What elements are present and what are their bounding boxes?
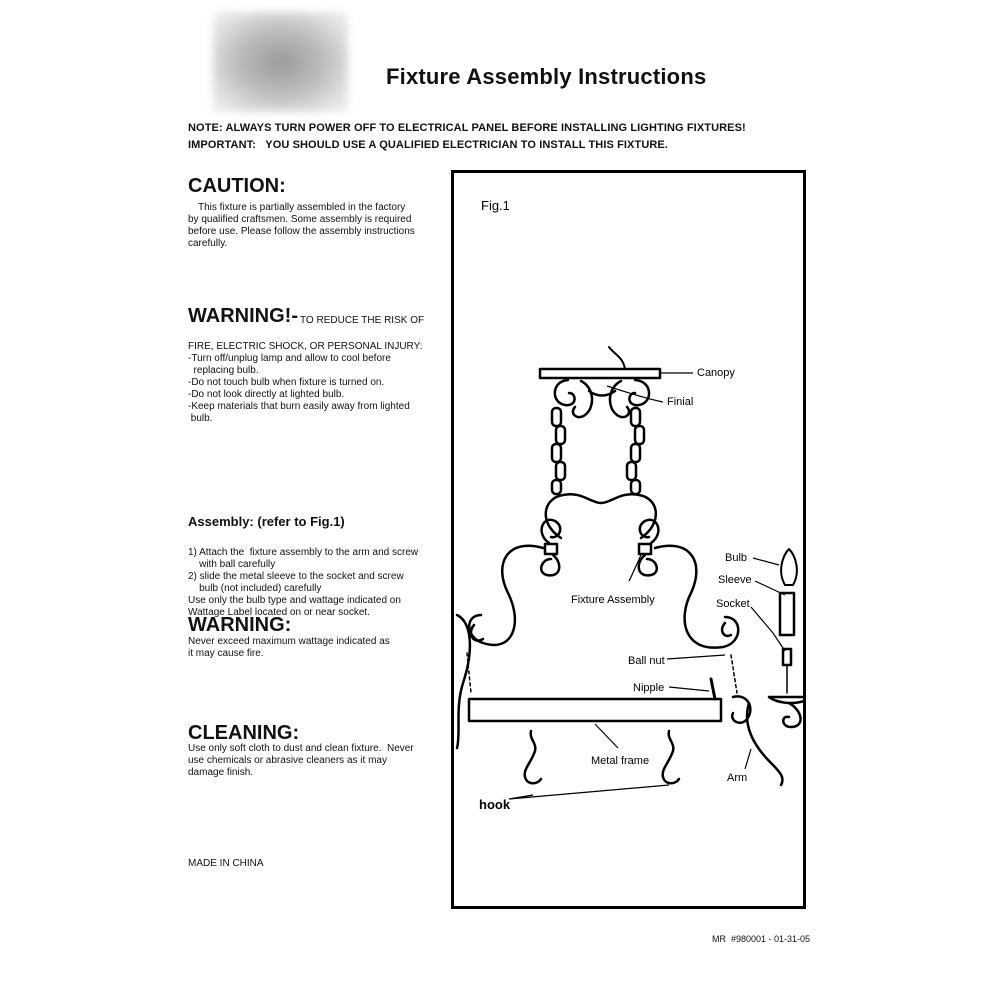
cleaning-heading: CLEANING:	[188, 722, 300, 744]
bulb-shape	[781, 549, 797, 585]
wattage-warning-line: it may cause fire.	[188, 648, 264, 659]
label-ball-nut: Ball nut	[628, 655, 665, 667]
warning-heading: WARNING!-	[188, 305, 298, 327]
document-code: MR #980001 - 01-31-05	[712, 934, 811, 944]
finial-center-right	[610, 381, 629, 417]
assembly-line: Wattage Label located on or near socket.	[188, 607, 370, 618]
sleeve-shape	[780, 593, 794, 635]
label-fixture-assembly: Fixture Assembly	[571, 594, 655, 606]
caution-line: carefully.	[188, 238, 228, 249]
warning-line: FIRE, ELECTRIC SHOCK, OR PERSONAL INJURY:	[188, 341, 423, 352]
warning-line: replacing bulb.	[188, 365, 259, 376]
chain-left	[552, 408, 565, 494]
assembly-line: 1) Attach the fixture assembly to the arm and screw	[188, 547, 419, 558]
label-sleeve: Sleeve	[718, 574, 752, 586]
chain-right	[627, 408, 644, 494]
cleaning-line: damage finish.	[188, 767, 254, 778]
label-socket: Socket	[716, 598, 750, 610]
arm-right-upper-curl	[783, 703, 800, 727]
body-curve-left	[469, 546, 543, 645]
page-title: Fixture Assembly Instructions	[386, 64, 707, 89]
warning-line: -Turn off/unplug lamp and allow to cool before	[188, 353, 391, 364]
warning-line: bulb.	[188, 413, 213, 424]
warning-text	[188, 329, 446, 425]
caution-line: This fixture is partially assembled in the factory	[198, 202, 406, 213]
assembly-line: Use only the bulb type and wattage indicated on	[188, 595, 401, 606]
nipple-rod	[711, 679, 715, 699]
power-off-note: NOTE: ALWAYS TURN POWER OFF TO ELECTRICAL PANEL BEFORE INSTALLING LIGHTING FIXTURES!	[188, 122, 746, 134]
connector-left	[545, 544, 557, 554]
arm-right-sweep	[747, 703, 782, 785]
nipple-dash-right	[731, 655, 737, 693]
assembly-line: with ball carefully	[188, 559, 276, 570]
wattage-warning-text	[188, 636, 428, 660]
socket-shape	[783, 649, 791, 665]
figure-frame	[451, 170, 806, 909]
canopy-wire	[609, 347, 625, 369]
finial-scroll-right	[629, 380, 649, 405]
label-bulb: Bulb	[725, 552, 748, 564]
assembly-line: 2) slide the metal sleeve to the socket and screw	[188, 571, 404, 582]
label-arm: Arm	[727, 772, 748, 784]
caution-line: before use. Please follow the assembly instructions	[188, 226, 415, 237]
warning-line: -Do not touch bulb when fixture is turned on.	[188, 377, 385, 388]
label-hook: hook	[479, 797, 511, 812]
wattage-warning-heading: WARNING:	[188, 614, 292, 636]
brand-logo-blurred	[213, 12, 348, 112]
hook-right	[663, 731, 679, 783]
caution-text	[188, 202, 428, 250]
cleaning-text	[188, 743, 438, 779]
curl-small-right	[722, 623, 731, 636]
leader-lines	[509, 373, 785, 799]
fixture-diagram	[454, 173, 806, 909]
canopy-plate	[540, 369, 660, 378]
curl-small-left	[471, 625, 483, 641]
hook-left	[525, 731, 541, 783]
caution-line: by qualified craftsmen. Some assembly is required	[188, 214, 412, 225]
label-finial: Finial	[667, 396, 694, 408]
assembly-heading: Assembly: (refer to Fig.1)	[188, 514, 345, 529]
cleaning-line: use chemicals or abrasive cleaners as it may	[188, 755, 387, 766]
arm-left-partial	[457, 615, 470, 748]
wattage-warning-line: Never exceed maximum wattage indicated as	[188, 636, 390, 647]
cleaning-line: Use only soft cloth to dust and clean fixture. Never	[188, 743, 414, 754]
label-metal-frame: Metal frame	[591, 755, 650, 767]
figure-label: Fig.1	[481, 198, 510, 213]
label-nipple: Nipple	[633, 682, 665, 694]
made-in-label: MADE IN CHINA	[188, 858, 264, 869]
finial-scroll-left	[555, 380, 575, 405]
electrician-note: IMPORTANT: YOU SHOULD USE A QUALIFIED ELECTRICIAN TO INSTALL THIS FIXTURE.	[188, 139, 668, 151]
caution-heading: CAUTION:	[188, 175, 286, 197]
warning-line: -Do not look directly at lighted bulb.	[188, 389, 345, 400]
assembly-line: bulb (not included) carefully	[188, 583, 322, 594]
warning-heading-suffix: TO REDUCE THE RISK OF	[300, 315, 425, 326]
metal-frame-bar	[469, 699, 721, 721]
bobeche-cup	[769, 697, 806, 703]
assembly-text	[188, 535, 446, 619]
body-curl-right	[639, 555, 657, 575]
fixture-top-scroll-left	[542, 520, 561, 543]
body-curl-left	[541, 555, 559, 575]
label-canopy: Canopy	[697, 367, 735, 379]
warning-line: -Keep materials that burn easily away from lighted	[188, 401, 410, 412]
connector-right	[639, 544, 651, 554]
